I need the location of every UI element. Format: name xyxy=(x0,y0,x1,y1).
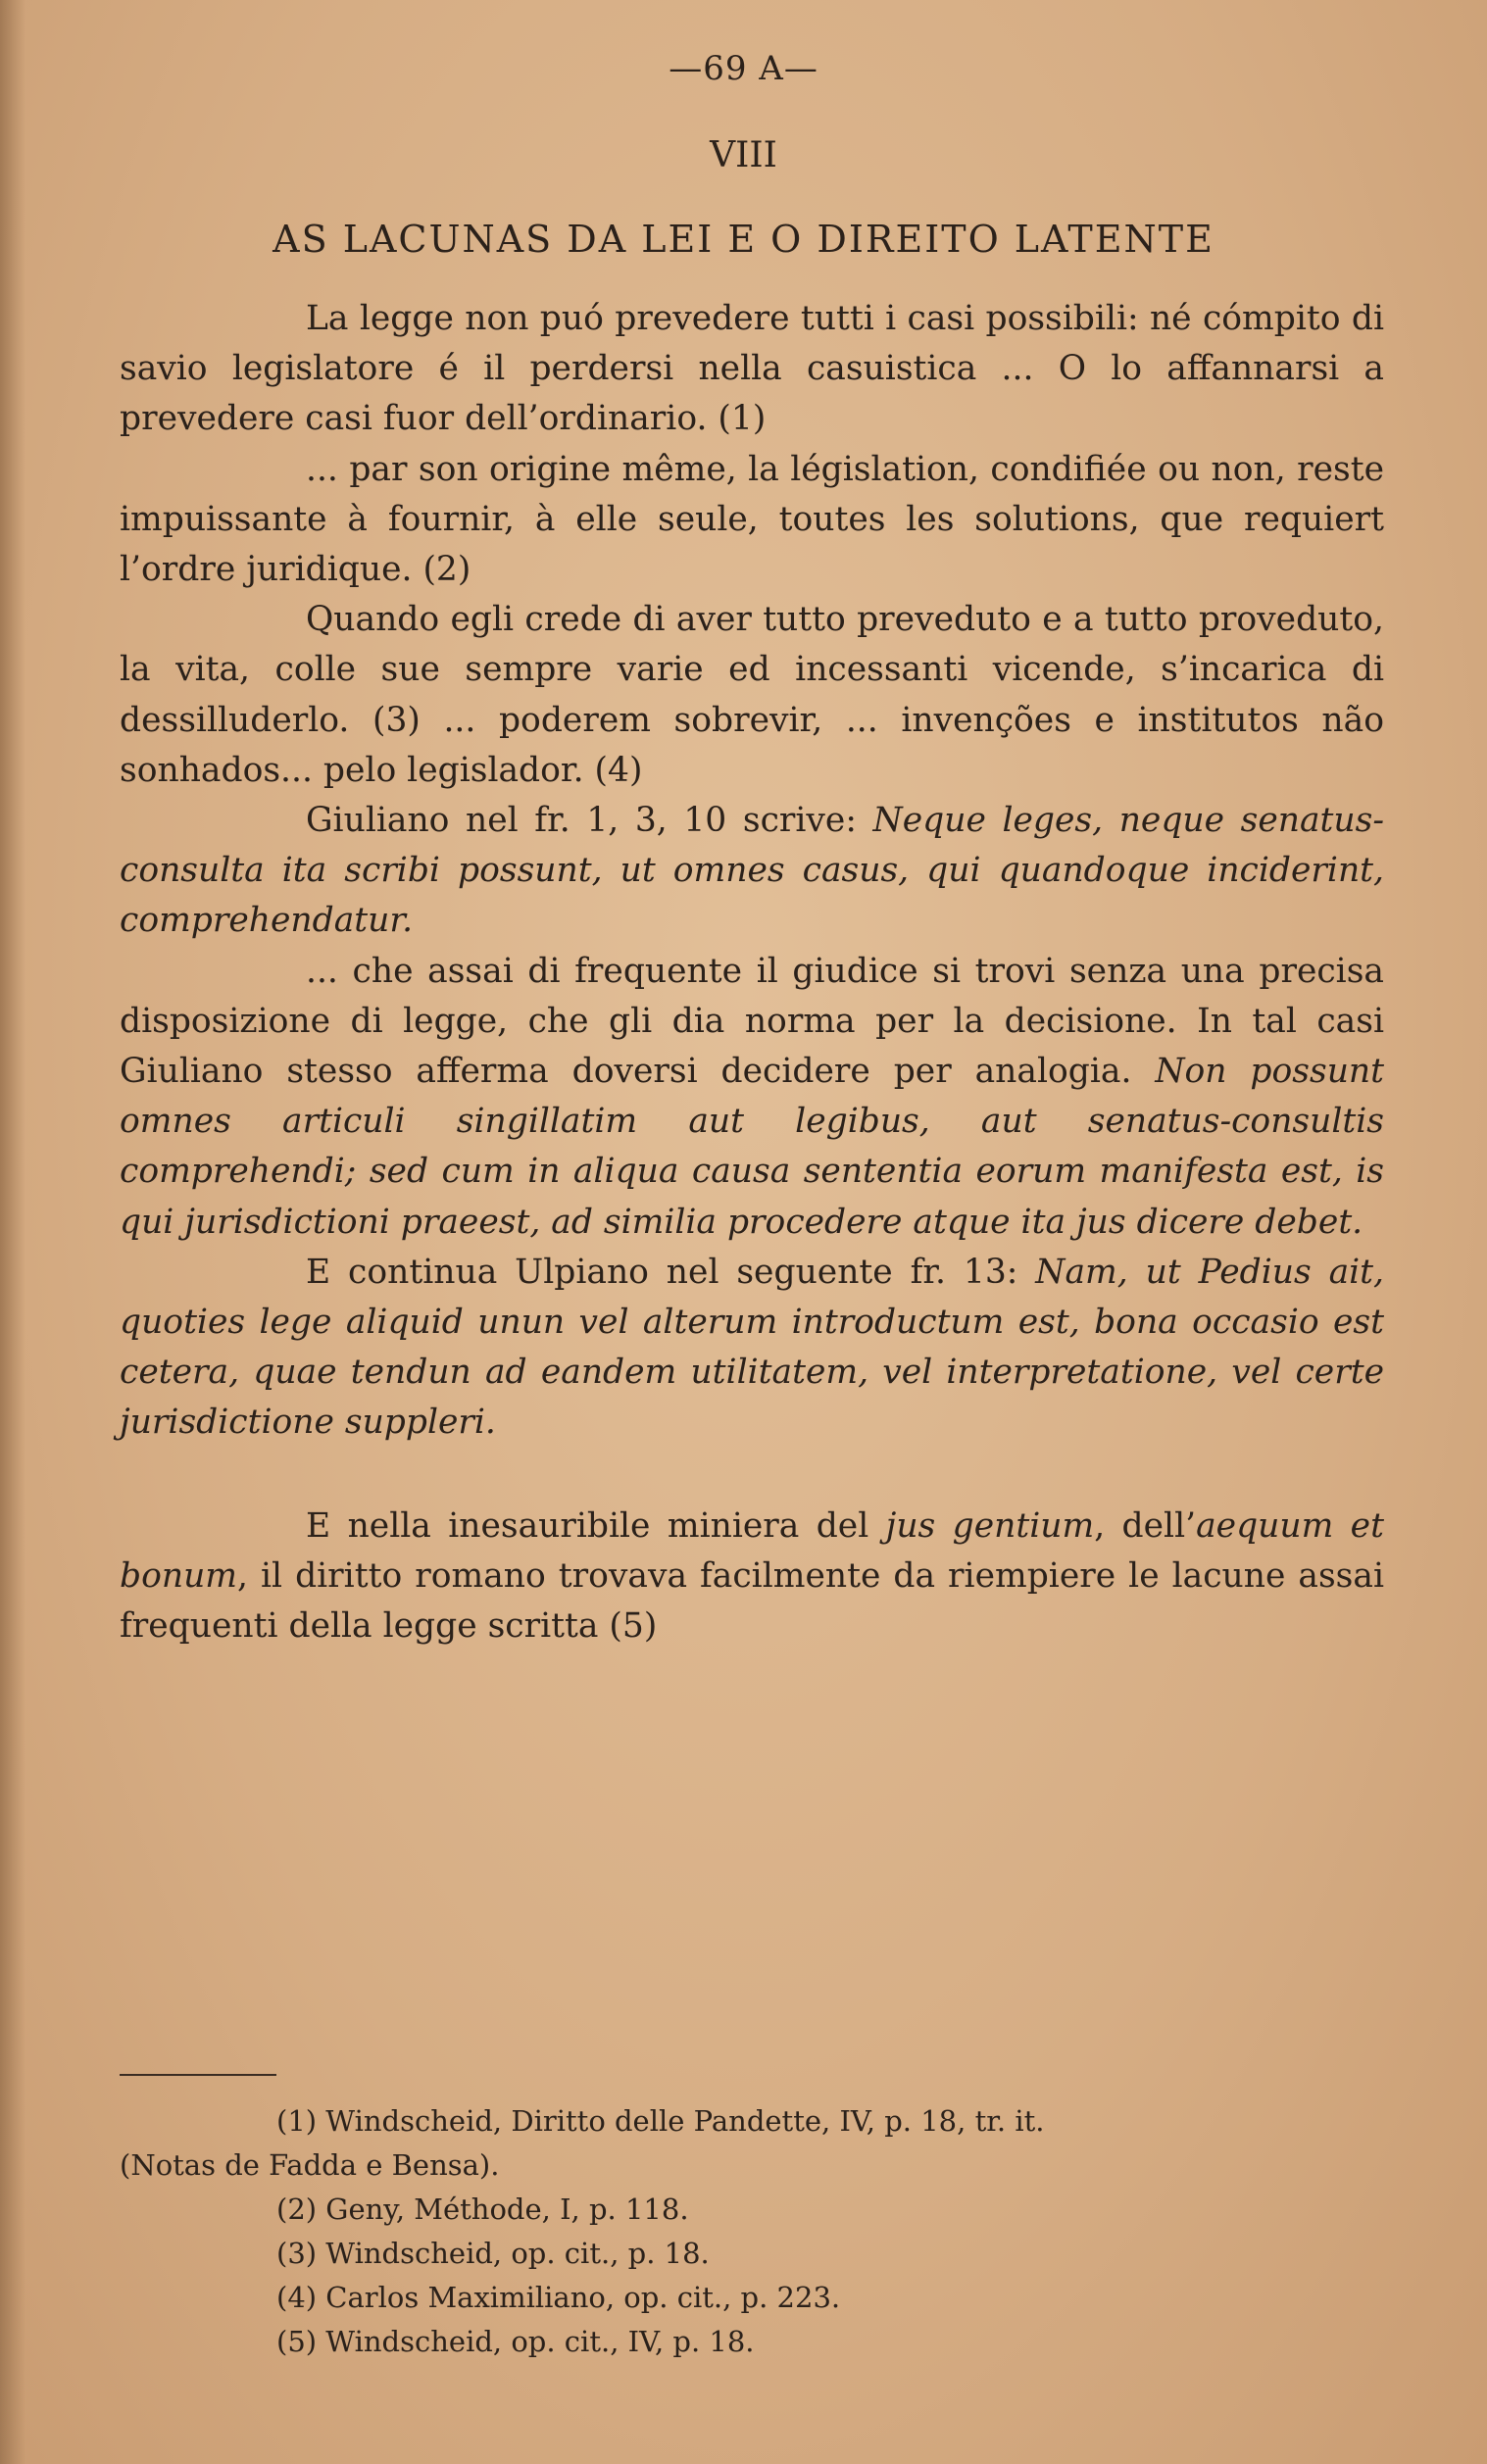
paragraph-5 xyxy=(120,947,1384,1248)
paragraph-7-jus-gentium: jus gentium xyxy=(885,1505,1095,1546)
paragraph-2: ... par son origine même, la législation, condifiée ou non, reste impuissante à fournir, à elle seule, toutes les solutions, que requiert l’ordre juridique. (2) xyxy=(120,449,1384,590)
paragraph-4-intro: Giuliano nel fr. 1, 3, 10 scrive: xyxy=(306,801,873,841)
paragraph-3: Quando egli crede di aver tutto preveduto e a tutto proveduto, la vita, colle sue sempre varie ed incessanti vicende, s’incarica di dessilluderlo. (3) ... poderem sobrevir, ... invenções e institutos não sonhados... pelo legislador. (4) xyxy=(120,600,1384,790)
footnotes xyxy=(120,2099,1384,2364)
body-text xyxy=(120,294,1384,1651)
paragraph-7 xyxy=(120,1502,1384,1652)
paragraph-6-quote: Nam, ut Pedius ait, quoties lege aliquid unun vel alterum introductum est, bona occasio est cetera, quae tendun ad eandem utilitatem, vel interpretatione, vel certe jurisdictione suppleri. xyxy=(120,1252,1384,1443)
paragraph-7-b: , dell’ xyxy=(1094,1505,1197,1546)
paragraph-7-c: , il diritto romano trovava facilmente da riempiere le lacune assai frequenti della legge scritta (5) xyxy=(120,1555,1384,1647)
footnote-1: (1) Windscheid, Diritto delle Pandette, IV, p. 18, tr. it. xyxy=(276,2104,1045,2138)
footnote-1-continued: (Notas de Fadda e Bensa). xyxy=(120,2148,500,2182)
paragraph-5-text: ... che assai di frequente il giudice si trovi senza una precisa disposizione di legge, che gli dia norma per la decisione. In tal casi Giuliano stesso afferma doversi decidere per analogia. xyxy=(120,951,1384,1092)
paragraph-6-intro: E continua Ulpiano nel seguente fr. 13: xyxy=(306,1252,1036,1292)
footnote-2: (2) Geny, Méthode, I, p. 118. xyxy=(276,2193,689,2226)
paragraph-7-a: E nella inesauribile miniera del xyxy=(306,1505,886,1546)
paragraph-1: La legge non puó prevedere tutti i casi possibili: né cómpito di savio legislatore é il perdersi nella casuistica ... O lo affannarsi a prevedere casi fuor dell’ordinario. (1) xyxy=(120,299,1384,439)
footnote-3: (3) Windscheid, op. cit., p. 18. xyxy=(276,2237,710,2270)
paragraph-7-aequum: aequum et bonum xyxy=(120,1505,1384,1596)
paragraph-6 xyxy=(120,1248,1384,1449)
paragraph-4-quote: Neque leges, neque senatus-consulta ita scribi possunt, ut omnes casus, qui quandoque inciderint, comprehendatur. xyxy=(120,801,1384,941)
footnote-4: (4) Carlos Maximiliano, op. cit., p. 223. xyxy=(276,2281,841,2314)
footnote-5: (5) Windscheid, op. cit., IV, p. 18. xyxy=(276,2325,755,2358)
footnote-rule xyxy=(120,2074,276,2076)
chapter-number: VIII xyxy=(710,135,777,175)
page-number-header: —69 A— xyxy=(669,49,818,88)
page-spine-shadow xyxy=(0,0,25,2464)
paragraph-4 xyxy=(120,796,1384,947)
paragraph-5-quote: Non possunt omnes articuli singillatim aut legibus, aut senatus-consultis comprehendi; sed cum in aliqua causa sententia eorum manifesta est, is qui jurisdictioni praeest, ad similia procedere atque ita jus dicere debet. xyxy=(120,1052,1385,1242)
chapter-title: AS LACUNAS DA LEI E O DIREITO LATENTE xyxy=(273,218,1214,261)
